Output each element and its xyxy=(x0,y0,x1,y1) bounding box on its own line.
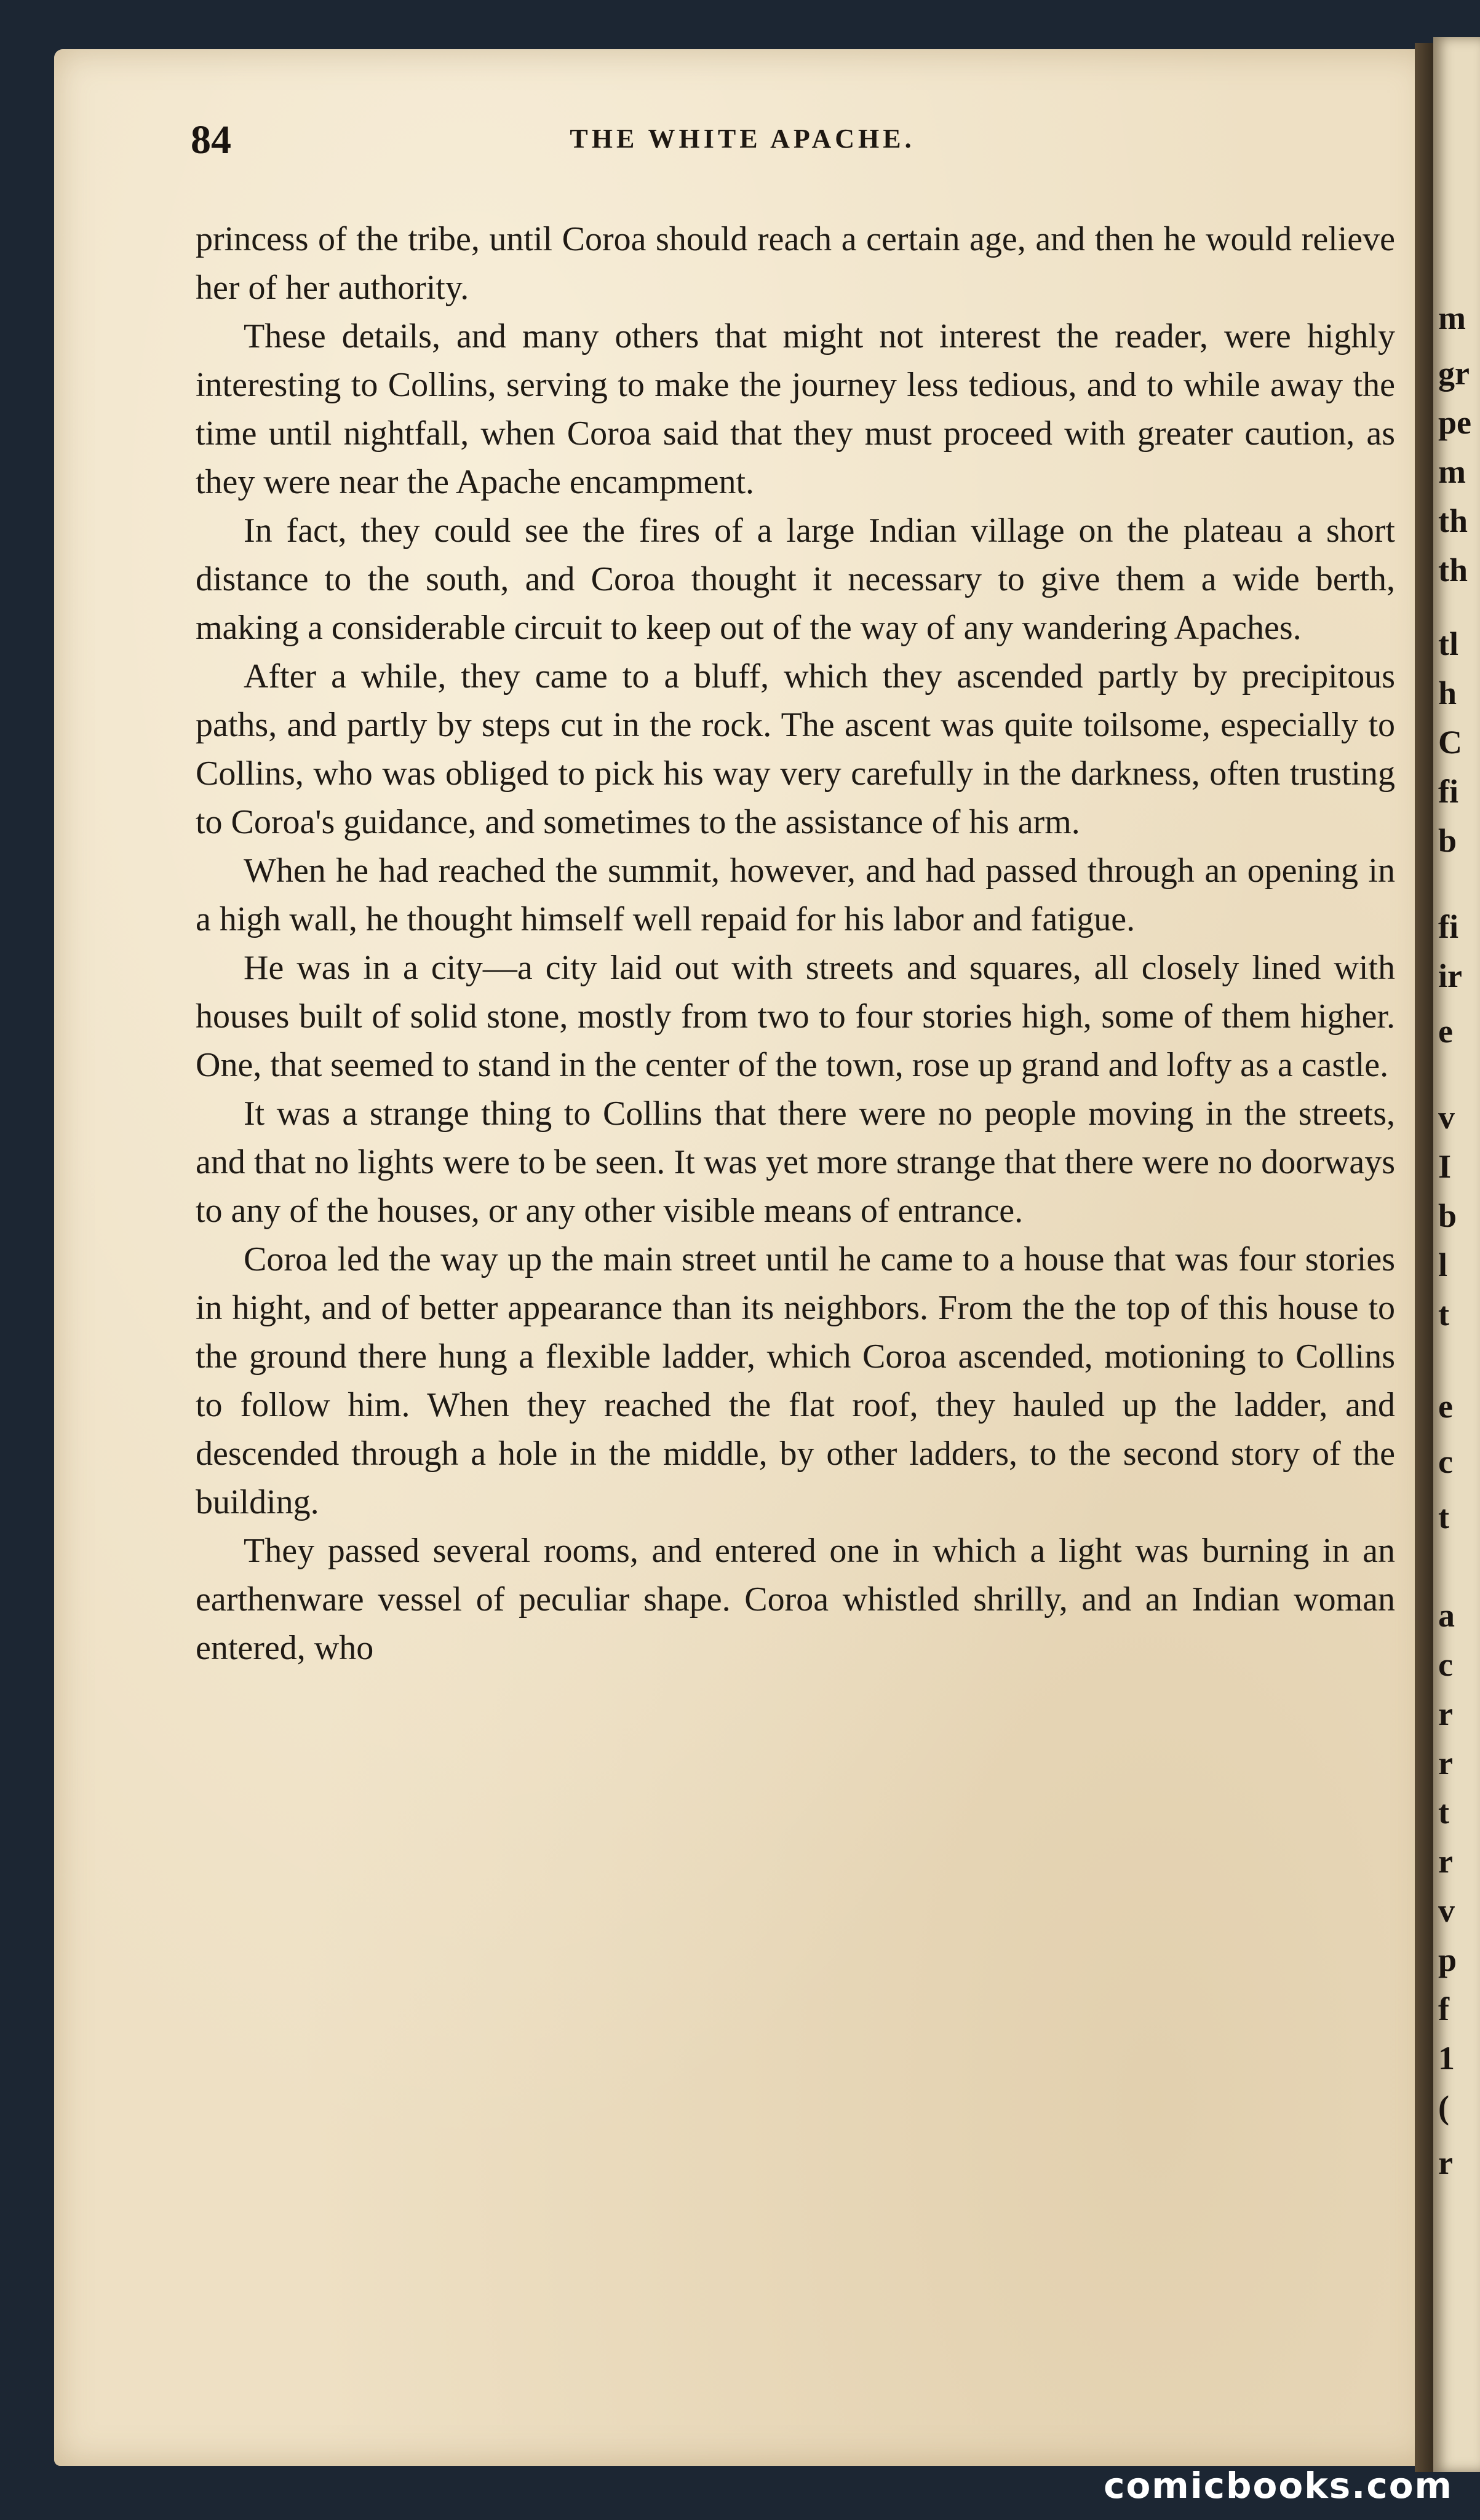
paragraph-1: princess of the tribe, until Coroa should reach a certain age, and then he would relieve her of her authority. xyxy=(196,220,1395,307)
paragraph-8: Coroa led the way up the main street until he came to a house that was four stories in hight, and of better appearance than its neighbors. From the the top of this house to the ground there hung a flexible ladder, which Coroa ascended, motioning to Collins to follow him. When they reached the flat roof, they hauled up the ladder, and descended through a hole in the middle, by other ladders, to the second story of the building. xyxy=(196,1240,1395,1521)
running-head xyxy=(54,117,1431,178)
facing-page-fragment: C xyxy=(1438,724,1462,761)
facing-page-fragment: r xyxy=(1438,1745,1453,1781)
facing-page-fragment: t xyxy=(1438,1794,1449,1831)
facing-page-fragment: ( xyxy=(1438,2089,1449,2126)
facing-page-fragment: th xyxy=(1438,502,1468,539)
body-text xyxy=(196,215,1395,1673)
facing-page-fragment: t xyxy=(1438,1499,1449,1535)
facing-page-fragment: m xyxy=(1438,299,1466,336)
paragraph-3: In fact, they could see the fires of a large Indian village on the plateau a short distance to the south, and Coroa thought it necessary to give them a wide berth, making a considerable circuit to keep out of the way of any wandering Apaches. xyxy=(196,512,1395,647)
facing-page-fragment: fi xyxy=(1438,908,1458,945)
facing-page-fragment: v xyxy=(1438,1099,1455,1136)
facing-page-fragment: l xyxy=(1438,1246,1448,1283)
facing-page-fragment: p xyxy=(1438,1941,1457,1978)
facing-page-fragment: pe xyxy=(1438,404,1471,441)
facing-page-fragment: m xyxy=(1438,453,1466,490)
facing-page-fragment: c xyxy=(1438,1443,1453,1480)
paragraph-9: They passed several rooms, and entered one in which a light was burning in an earthenware vessel of peculiar shape. Coroa whistled shrilly, and an Indian woman entered, who xyxy=(196,1532,1395,1667)
facing-page-fragment: h xyxy=(1438,675,1457,711)
paragraph-4: After a while, they came to a bluff, which they ascended partly by precipitous paths, and partly by steps cut in the rock. The ascent was quite toilsome, especially to Collins, who was obliged to pick his way very carefully in the darkness, often trusting to Coroa's guidance, and sometimes to the assistance of his arm. xyxy=(196,657,1395,841)
facing-page-fragment: r xyxy=(1438,2144,1453,2181)
facing-page-fragment: c xyxy=(1438,1646,1453,1683)
facing-page-fragment: a xyxy=(1438,1597,1455,1634)
facing-page-fragment: f xyxy=(1438,1991,1449,2027)
facing-page-fragment: b xyxy=(1438,1197,1457,1234)
paragraph-5: When he had reached the summit, however, and had passed through an opening in a high wall, he thought himself well repaid for his labor and fatigue. xyxy=(196,852,1395,938)
paragraph-7: It was a strange thing to Collins that there were no people moving in the streets, and that no lights were to be seen. It was yet more strange that there were no doorways to any of the houses, or any other visible means of entrance. xyxy=(196,1095,1395,1230)
facing-page-fragment: e xyxy=(1438,1388,1453,1425)
facing-page-fragment: b xyxy=(1438,822,1457,859)
facing-page-fragment: 1 xyxy=(1438,2040,1455,2077)
paragraph-6: He was in a city—a city laid out with streets and squares, all closely lined with houses built of solid stone, mostly from two to four stories high, some of them higher. One, that seemed to stand in the center of the town, rose up grand and lofty as a castle. xyxy=(196,949,1395,1084)
facing-page-fragment: th xyxy=(1438,552,1468,588)
running-title: THE WHITE APACHE. xyxy=(570,124,915,154)
facing-page-fragment: ir xyxy=(1438,957,1462,994)
facing-page-edge xyxy=(1433,37,1480,2472)
paragraph-2: These details, and many others that might not interest the reader, were highly interesting to Collins, serving to make the journey less tedious, and to while away the time until nightfall, when Coroa said that they must proceed with greater caution, as they were near the Apache encampment. xyxy=(196,317,1395,501)
watermark: comicbooks.com xyxy=(1104,2465,1453,2506)
facing-page-fragment: e xyxy=(1438,1013,1453,1050)
facing-page-fragment: t xyxy=(1438,1296,1449,1333)
facing-page-fragment: r xyxy=(1438,1843,1453,1880)
facing-page-fragment: r xyxy=(1438,1695,1453,1732)
facing-page-fragment: tl xyxy=(1438,625,1458,662)
facing-page-fragment: fi xyxy=(1438,773,1458,810)
page-number: 84 xyxy=(191,117,231,162)
facing-page-fragment: I xyxy=(1438,1148,1452,1185)
facing-page-fragment: gr xyxy=(1438,355,1470,392)
facing-page-fragment: v xyxy=(1438,1892,1455,1929)
